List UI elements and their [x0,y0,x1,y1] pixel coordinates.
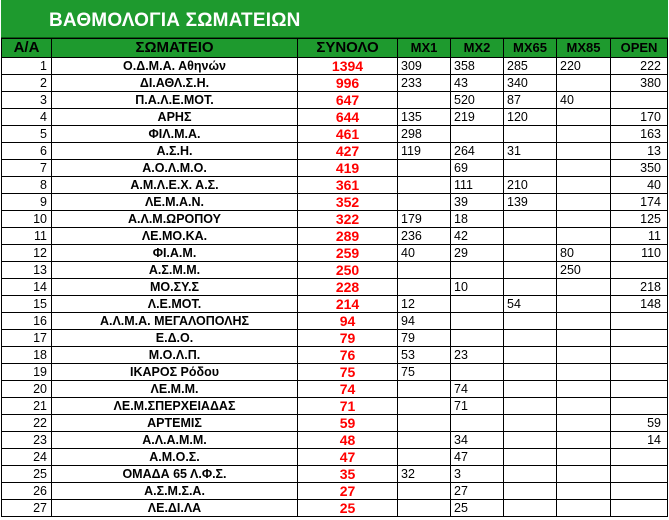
cell-club: ΛΕ.ΜΟ.ΚΑ. [52,228,298,245]
cell-rank: 4 [2,109,52,126]
table-row [2,143,668,160]
table-row [2,279,668,296]
cell-mx1 [398,398,451,415]
table-row [2,194,668,211]
cell-mx65 [504,381,557,398]
cell-rank: 1 [2,58,52,75]
cell-total: 352 [298,194,398,211]
cell-mx1: 119 [398,143,451,160]
cell-mx2: 358 [451,58,504,75]
cell-mx2: 111 [451,177,504,194]
cell-mx1 [398,415,451,432]
cell-mx1: 32 [398,466,451,483]
cell-total: 361 [298,177,398,194]
cell-mx2: 39 [451,194,504,211]
cell-total: 322 [298,211,398,228]
table-row [2,466,668,483]
cell-mx2: 23 [451,347,504,364]
cell-open: 163 [611,126,668,143]
cell-mx1 [398,92,451,109]
cell-mx85 [557,364,611,381]
cell-mx1 [398,279,451,296]
cell-open [611,483,668,500]
cell-total: 48 [298,432,398,449]
cell-rank: 22 [2,415,52,432]
table-row [2,364,668,381]
cell-club: ΔΙ.ΑΘΛ.Σ.Η. [52,75,298,92]
cell-mx85 [557,483,611,500]
cell-open: 11 [611,228,668,245]
cell-mx85: 250 [557,262,611,279]
cell-club: Α.Σ.Μ.Σ.Α. [52,483,298,500]
cell-mx2: 264 [451,143,504,160]
cell-rank: 7 [2,160,52,177]
sheet-title: ΒΑΘΜΟΛΟΓΙΑ ΣΩΜΑΤΕΙΩΝ [49,10,301,31]
cell-mx85 [557,381,611,398]
cell-club: Α.Μ.Λ.Ε.Χ. Α.Σ. [52,177,298,194]
cell-mx85 [557,415,611,432]
cell-open [611,92,668,109]
table-body [2,58,668,517]
table-row [2,126,668,143]
cell-mx65 [504,211,557,228]
cell-mx1: 236 [398,228,451,245]
cell-mx65 [504,279,557,296]
cell-rank: 6 [2,143,52,160]
cell-mx2: 219 [451,109,504,126]
cell-rank: 24 [2,449,52,466]
table-row [2,381,668,398]
cell-total: 75 [298,364,398,381]
cell-mx85 [557,398,611,415]
col-header-mx2: MX2 [451,39,504,58]
cell-mx85 [557,279,611,296]
cell-mx85 [557,500,611,517]
title-bar [1,0,668,38]
cell-mx65: 120 [504,109,557,126]
cell-rank: 18 [2,347,52,364]
cell-mx2 [451,415,504,432]
cell-club: ΛΕ.Μ.ΣΠΕΡΧΕΙΑΔΑΣ [52,398,298,415]
cell-mx85: 40 [557,92,611,109]
table-row [2,330,668,347]
cell-open [611,466,668,483]
cell-mx85 [557,330,611,347]
cell-mx1: 75 [398,364,451,381]
cell-rank: 14 [2,279,52,296]
cell-rank: 3 [2,92,52,109]
cell-mx65: 87 [504,92,557,109]
cell-mx65 [504,262,557,279]
cell-club: Π.Α.Λ.Ε.ΜΟΤ. [52,92,298,109]
table-row [2,160,668,177]
cell-rank: 27 [2,500,52,517]
cell-rank: 2 [2,75,52,92]
cell-mx65: 210 [504,177,557,194]
header-row [2,39,668,58]
cell-mx65 [504,228,557,245]
cell-mx1 [398,432,451,449]
cell-mx65: 139 [504,194,557,211]
cell-mx85 [557,432,611,449]
table-row [2,262,668,279]
cell-open: 222 [611,58,668,75]
cell-rank: 13 [2,262,52,279]
cell-open: 13 [611,143,668,160]
cell-mx2 [451,313,504,330]
cell-mx2 [451,330,504,347]
cell-total: 647 [298,92,398,109]
table-row [2,347,668,364]
table-row [2,75,668,92]
cell-mx85 [557,449,611,466]
cell-mx1: 309 [398,58,451,75]
cell-mx1: 40 [398,245,451,262]
cell-mx65 [504,466,557,483]
cell-total: 59 [298,415,398,432]
cell-mx1: 298 [398,126,451,143]
cell-club: Λ.Ε.ΜΟΤ. [52,296,298,313]
cell-mx2: 520 [451,92,504,109]
cell-mx65 [504,483,557,500]
cell-mx65 [504,313,557,330]
cell-mx1: 233 [398,75,451,92]
cell-mx85: 80 [557,245,611,262]
cell-mx65 [504,432,557,449]
cell-open: 174 [611,194,668,211]
table-row [2,483,668,500]
cell-club: ΑΡΗΣ [52,109,298,126]
cell-rank: 23 [2,432,52,449]
cell-rank: 26 [2,483,52,500]
cell-mx2: 71 [451,398,504,415]
cell-rank: 17 [2,330,52,347]
cell-mx65 [504,245,557,262]
cell-mx1: 135 [398,109,451,126]
cell-mx1: 79 [398,330,451,347]
table-row [2,177,668,194]
cell-mx65: 54 [504,296,557,313]
cell-total: 74 [298,381,398,398]
cell-total: 419 [298,160,398,177]
cell-total: 27 [298,483,398,500]
col-header-total: ΣΥΝΟΛΟ [298,39,398,58]
cell-mx85 [557,160,611,177]
cell-mx2 [451,364,504,381]
cell-total: 25 [298,500,398,517]
cell-mx2 [451,262,504,279]
cell-mx2 [451,126,504,143]
cell-club: Μ.Ο.Λ.Π. [52,347,298,364]
cell-mx85 [557,313,611,330]
cell-mx1 [398,194,451,211]
cell-club: Α.Λ.Μ.ΩΡΟΠΟΥ [52,211,298,228]
cell-open [611,364,668,381]
cell-mx85 [557,194,611,211]
cell-club: Α.Ο.Λ.Μ.Ο. [52,160,298,177]
cell-mx65 [504,330,557,347]
cell-open [611,347,668,364]
cell-club: Α.Λ.Μ.Α. ΜΕΓΑΛΟΠΟΛΗΣ [52,313,298,330]
table-row [2,211,668,228]
col-header-mx85: MX85 [557,39,611,58]
cell-total: 76 [298,347,398,364]
cell-open [611,500,668,517]
cell-open: 218 [611,279,668,296]
cell-total: 461 [298,126,398,143]
cell-rank: 15 [2,296,52,313]
col-header-aa: Α/Α [2,39,52,58]
cell-club: ΙΚΑΡΟΣ Ρόδου [52,364,298,381]
cell-total: 250 [298,262,398,279]
cell-open: 148 [611,296,668,313]
cell-club: ΛΕ.ΔΙ.ΛΑ [52,500,298,517]
table-row [2,313,668,330]
cell-rank: 19 [2,364,52,381]
cell-mx2: 74 [451,381,504,398]
cell-rank: 21 [2,398,52,415]
cell-open: 110 [611,245,668,262]
cell-rank: 20 [2,381,52,398]
cell-total: 79 [298,330,398,347]
cell-open [611,330,668,347]
cell-mx65 [504,364,557,381]
cell-open: 14 [611,432,668,449]
cell-total: 1394 [298,58,398,75]
cell-rank: 10 [2,211,52,228]
cell-mx1 [398,160,451,177]
cell-club: Α.Λ.Α.Μ.Μ. [52,432,298,449]
cell-mx65 [504,398,557,415]
cell-rank: 9 [2,194,52,211]
cell-mx85: 220 [557,58,611,75]
cell-total: 644 [298,109,398,126]
cell-mx1 [398,500,451,517]
cell-club: Α.Σ.Η. [52,143,298,160]
cell-total: 259 [298,245,398,262]
cell-mx65 [504,500,557,517]
cell-mx85 [557,75,611,92]
cell-mx1 [398,483,451,500]
cell-club: ΛΕ.Μ.Μ. [52,381,298,398]
cell-open: 59 [611,415,668,432]
cell-open: 170 [611,109,668,126]
cell-mx85 [557,126,611,143]
cell-rank: 5 [2,126,52,143]
cell-mx85 [557,211,611,228]
col-header-open: OPEN [611,39,668,58]
table-row [2,415,668,432]
cell-rank: 25 [2,466,52,483]
cell-mx2: 34 [451,432,504,449]
col-header-mx1: MX1 [398,39,451,58]
standings-sheet [1,0,668,517]
cell-open [611,313,668,330]
cell-total: 94 [298,313,398,330]
cell-mx2: 42 [451,228,504,245]
cell-rank: 11 [2,228,52,245]
cell-mx65: 285 [504,58,557,75]
cell-mx85 [557,228,611,245]
cell-club: ΑΡΤΕΜΙΣ [52,415,298,432]
cell-club: Α.Σ.Μ.Μ. [52,262,298,279]
cell-mx85 [557,466,611,483]
cell-total: 71 [298,398,398,415]
cell-mx65: 340 [504,75,557,92]
cell-mx2: 10 [451,279,504,296]
cell-club: ΦΙΛ.Μ.Α. [52,126,298,143]
cell-mx65 [504,347,557,364]
cell-club: ΜΟ.ΣΥ.Σ [52,279,298,296]
cell-total: 289 [298,228,398,245]
cell-club: Ε.Δ.Ο. [52,330,298,347]
cell-rank: 16 [2,313,52,330]
cell-open [611,398,668,415]
cell-total: 35 [298,466,398,483]
cell-total: 996 [298,75,398,92]
col-header-mx65: MX65 [504,39,557,58]
cell-mx65: 31 [504,143,557,160]
cell-mx65 [504,160,557,177]
cell-mx1 [398,177,451,194]
cell-mx85 [557,296,611,313]
cell-club: Α.Μ.Ο.Σ. [52,449,298,466]
cell-club: ΟΜΑΔΑ 65 Λ.Φ.Σ. [52,466,298,483]
cell-rank: 8 [2,177,52,194]
table-row [2,432,668,449]
cell-club: ΛΕ.Μ.Α.Ν. [52,194,298,211]
cell-mx2: 69 [451,160,504,177]
cell-open [611,449,668,466]
table-row [2,58,668,75]
cell-total: 228 [298,279,398,296]
cell-mx1 [398,262,451,279]
table-row [2,92,668,109]
cell-mx2: 25 [451,500,504,517]
standings-table [1,38,668,517]
cell-mx85 [557,143,611,160]
cell-mx1 [398,381,451,398]
cell-mx65 [504,126,557,143]
cell-open: 125 [611,211,668,228]
cell-mx2: 43 [451,75,504,92]
cell-open: 380 [611,75,668,92]
table-row [2,449,668,466]
cell-open: 350 [611,160,668,177]
cell-total: 214 [298,296,398,313]
cell-mx2: 47 [451,449,504,466]
cell-mx1: 53 [398,347,451,364]
cell-mx1: 179 [398,211,451,228]
cell-rank: 12 [2,245,52,262]
table-row [2,398,668,415]
col-header-club: ΣΩΜΑΤΕΙΟ [52,39,298,58]
table-row [2,228,668,245]
cell-total: 47 [298,449,398,466]
cell-mx1 [398,449,451,466]
cell-mx85 [557,177,611,194]
cell-open [611,262,668,279]
cell-mx2: 29 [451,245,504,262]
table-row [2,245,668,262]
cell-mx1: 94 [398,313,451,330]
cell-club: Ο.Δ.Μ.Α. Αθηνών [52,58,298,75]
cell-mx85 [557,109,611,126]
cell-mx2: 3 [451,466,504,483]
cell-mx65 [504,415,557,432]
cell-mx85 [557,347,611,364]
cell-mx2: 18 [451,211,504,228]
table-row [2,296,668,313]
cell-mx65 [504,449,557,466]
table-row [2,109,668,126]
cell-mx2: 27 [451,483,504,500]
cell-open: 40 [611,177,668,194]
cell-total: 427 [298,143,398,160]
cell-club: ΦΙ.Α.Μ. [52,245,298,262]
cell-mx1: 12 [398,296,451,313]
cell-open [611,381,668,398]
table-row [2,500,668,517]
cell-mx2 [451,296,504,313]
